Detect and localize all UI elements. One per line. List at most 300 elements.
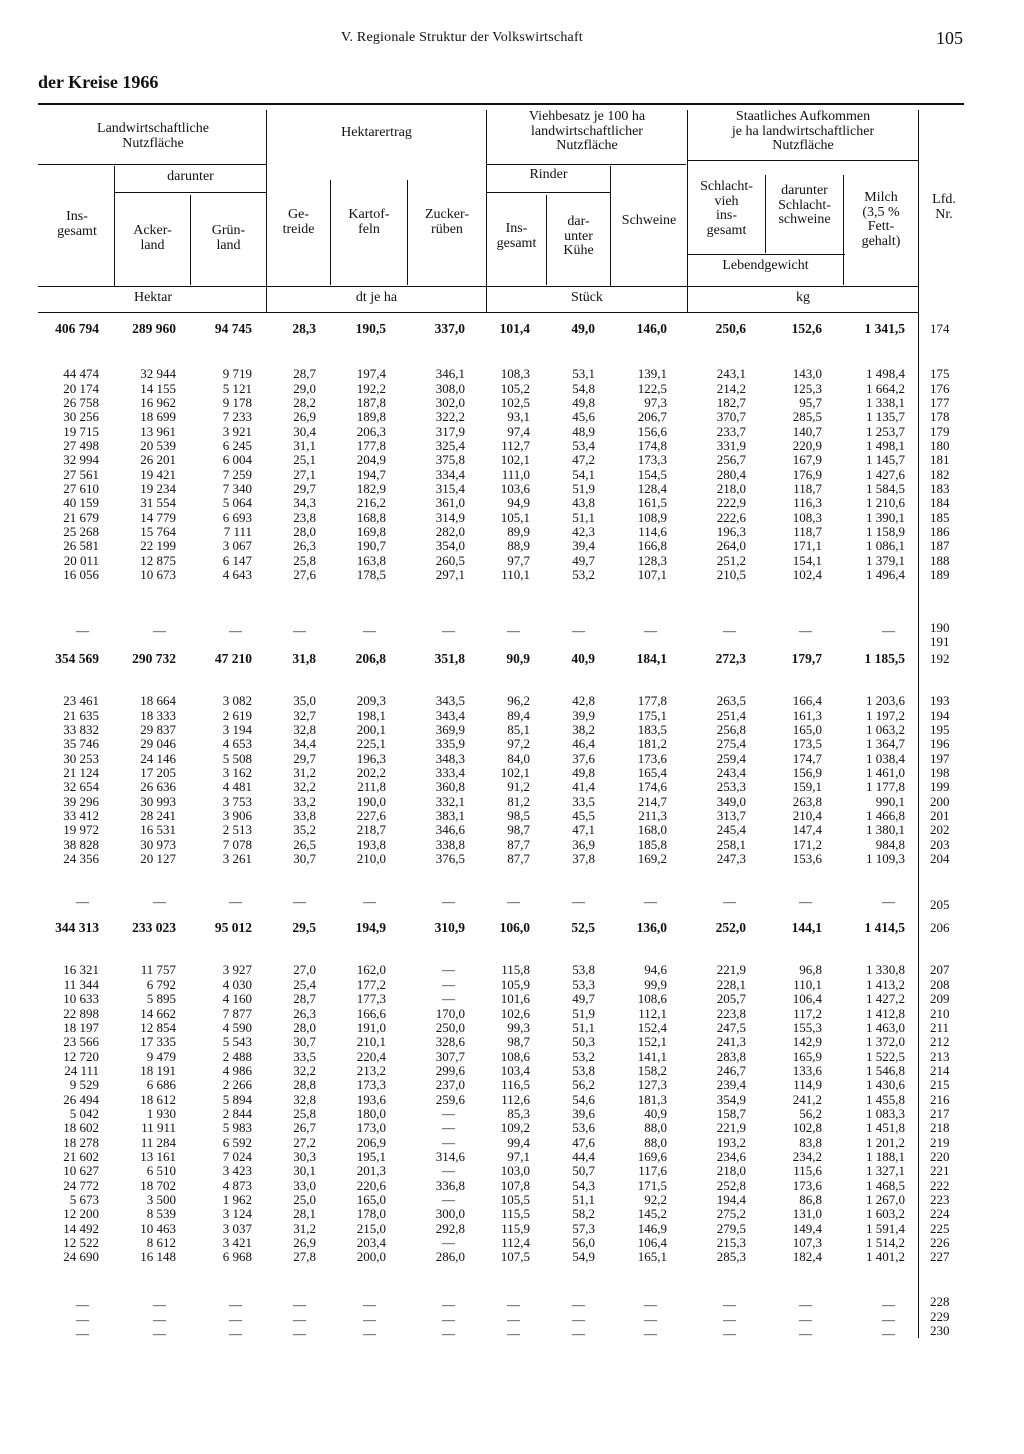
cell-lfd-nr: 226 — [930, 1235, 950, 1250]
cell-gruenland: 3 906 — [222, 808, 252, 823]
cell-milch: 1 390,1 — [866, 510, 905, 525]
cell-schlachtvieh: 259,4 — [716, 751, 746, 766]
cell-rinder-insgesamt: 102,1 — [500, 765, 530, 780]
cell-kuehe: 53,6 — [572, 1120, 595, 1135]
header-schlachtschweine: darunter Schlacht- schweine — [778, 183, 831, 227]
cell-schlachtvieh: 233,7 — [716, 424, 746, 439]
cell-ackerland: 6 510 — [146, 1163, 176, 1178]
cell-gruenland: — — [229, 623, 242, 638]
cell-schlachtvieh: 275,4 — [716, 736, 746, 751]
cell-milch: — — [882, 1297, 895, 1312]
cell-lnf-insgesamt: 40 159 — [63, 495, 99, 510]
header-darunter: darunter — [167, 169, 214, 184]
cell-getreide: 35,2 — [293, 822, 316, 837]
cell-kuehe: 50,3 — [572, 1034, 595, 1049]
cell-lfd-nr: 194 — [930, 708, 950, 723]
cell-gruenland: 7 024 — [222, 1149, 252, 1164]
cell-zuckerrueben: 308,0 — [435, 381, 465, 396]
cell-ackerland: 233 023 — [132, 920, 176, 935]
cell-lnf-insgesamt: 23 566 — [63, 1034, 99, 1049]
cell-lfd-nr: 183 — [930, 481, 950, 496]
cell-lfd-nr: 224 — [930, 1206, 950, 1221]
cell-schlachtschweine: 154,1 — [792, 553, 822, 568]
cell-zuckerrueben: — — [442, 1326, 455, 1341]
cell-schweine: 107,1 — [637, 567, 667, 582]
cell-kartoffeln: 195,1 — [356, 1149, 386, 1164]
cell-kuehe: 38,2 — [572, 722, 595, 737]
cell-schweine: 146,0 — [636, 321, 667, 336]
cell-schlachtvieh: 250,6 — [715, 321, 746, 336]
cell-ackerland: 8 612 — [146, 1235, 176, 1250]
cell-schlachtvieh: 331,9 — [716, 438, 746, 453]
cell-zuckerrueben: 343,5 — [435, 693, 465, 708]
cell-schlachtvieh: 252,0 — [715, 920, 746, 935]
cell-gruenland: 4 160 — [222, 991, 252, 1006]
cell-kuehe: 49,8 — [572, 395, 595, 410]
cell-milch: 1 145,7 — [866, 452, 905, 467]
cell-rinder-insgesamt: 97,7 — [507, 553, 530, 568]
cell-gruenland: 1 962 — [222, 1192, 252, 1207]
cell-schlachtvieh: — — [723, 623, 736, 638]
cell-schlachtvieh: 280,4 — [716, 467, 746, 482]
cell-getreide: — — [293, 1326, 306, 1341]
cell-zuckerrueben: 369,9 — [435, 722, 465, 737]
cell-zuckerrueben: — — [442, 894, 455, 909]
cell-schlachtvieh: 218,0 — [716, 1163, 746, 1178]
cell-kartoffeln: 220,4 — [356, 1049, 386, 1064]
cell-ackerland: 16 962 — [140, 395, 176, 410]
header-lfd-nr: Lfd. Nr. — [932, 192, 956, 222]
cell-lnf-insgesamt: 19 972 — [63, 822, 99, 837]
cell-lnf-insgesamt: 18 197 — [63, 1020, 99, 1035]
cell-schlachtschweine: — — [799, 1326, 812, 1341]
unit-stueck: Stück — [571, 290, 603, 305]
cell-kuehe: 56,2 — [572, 1077, 595, 1092]
cell-lfd-nr: 181 — [930, 452, 950, 467]
cell-rinder-insgesamt: 116,5 — [501, 1077, 530, 1092]
cell-schlachtschweine: 176,9 — [792, 467, 822, 482]
cell-kartoffeln: 173,3 — [356, 1077, 386, 1092]
cell-schweine: — — [644, 623, 657, 638]
cell-rinder-insgesamt: 110,1 — [501, 567, 530, 582]
cell-schweine: 175,1 — [637, 708, 667, 723]
cell-lfd-nr: 205 — [930, 897, 950, 912]
cell-ackerland: — — [153, 1312, 166, 1327]
cell-ackerland: 13 961 — [140, 424, 176, 439]
cell-gruenland: 2 844 — [222, 1106, 252, 1121]
cell-schweine: 108,6 — [637, 991, 667, 1006]
cell-kartoffeln: 194,7 — [356, 467, 386, 482]
cell-lfd-nr: 208 — [930, 977, 950, 992]
cell-schweine: — — [644, 1326, 657, 1341]
cell-rinder-insgesamt: 98,7 — [507, 822, 530, 837]
cell-schlachtschweine: 173,6 — [792, 1178, 822, 1193]
cell-milch: 1 330,8 — [866, 962, 905, 977]
cell-schweine: 99,9 — [644, 977, 667, 992]
cell-milch: 1 430,6 — [866, 1077, 905, 1092]
cell-lfd-nr: 220 — [930, 1149, 950, 1164]
cell-schlachtvieh: 215,3 — [716, 1235, 746, 1250]
cell-lfd-nr: 202 — [930, 822, 950, 837]
cell-getreide: 31,2 — [293, 765, 316, 780]
cell-milch: 1 201,2 — [866, 1135, 905, 1150]
cell-schlachtvieh: — — [723, 1312, 736, 1327]
cell-schlachtschweine: 174,7 — [792, 751, 822, 766]
cell-schweine: 106,4 — [637, 1235, 667, 1250]
cell-rinder-insgesamt: 103,4 — [500, 1063, 530, 1078]
cell-getreide: 28,7 — [293, 366, 316, 381]
cell-ackerland: 18 191 — [140, 1063, 176, 1078]
cell-schlachtschweine: 144,1 — [791, 920, 822, 935]
cell-gruenland: 7 111 — [223, 524, 252, 539]
cell-rinder-insgesamt: — — [507, 623, 520, 638]
cell-kuehe: 36,9 — [572, 837, 595, 852]
cell-zuckerrueben: — — [442, 1312, 455, 1327]
cell-schlachtschweine: 102,8 — [792, 1120, 822, 1135]
cell-getreide: 32,8 — [293, 1092, 316, 1107]
cell-zuckerrueben: 328,6 — [435, 1034, 465, 1049]
cell-schlachtschweine: 140,7 — [792, 424, 822, 439]
cell-schlachtschweine: 263,8 — [792, 794, 822, 809]
cell-kuehe: 49,0 — [571, 321, 595, 336]
cell-gruenland: 95 012 — [214, 920, 252, 935]
cell-rinder-insgesamt: 111,0 — [501, 467, 530, 482]
cell-milch: 1 496,4 — [866, 567, 905, 582]
cell-lfd-nr: 211 — [930, 1020, 950, 1035]
cell-ackerland: 28 241 — [140, 808, 176, 823]
cell-getreide: 28,7 — [293, 991, 316, 1006]
cell-milch: 1 083,3 — [866, 1106, 905, 1121]
cell-kuehe: 49,7 — [572, 991, 595, 1006]
cell-lnf-insgesamt: 30 256 — [63, 409, 99, 424]
cell-schlachtschweine: 159,1 — [792, 779, 822, 794]
cell-zuckerrueben: — — [442, 1297, 455, 1312]
cell-lfd-nr: 184 — [930, 495, 950, 510]
cell-kartoffeln: 213,2 — [356, 1063, 386, 1078]
cell-schweine: 88,0 — [644, 1120, 667, 1135]
cell-ackerland: 16 148 — [140, 1249, 176, 1264]
cell-getreide: 34,4 — [293, 736, 316, 751]
cell-rinder-insgesamt: — — [507, 1297, 520, 1312]
cell-schlachtvieh: 247,3 — [716, 851, 746, 866]
cell-schweine: 97,3 — [644, 395, 667, 410]
cell-kuehe: 47,2 — [572, 452, 595, 467]
cell-ackerland: 29 837 — [140, 722, 176, 737]
header-hektarertrag: Hektarertrag — [341, 125, 412, 140]
header-gruenland: Grün- land — [211, 223, 246, 253]
cell-rinder-insgesamt: — — [507, 1312, 520, 1327]
cell-kartoffeln: 225,1 — [356, 736, 386, 751]
cell-schlachtschweine: 156,9 — [792, 765, 822, 780]
cell-kuehe: — — [572, 623, 585, 638]
cell-milch: 1 203,6 — [866, 693, 905, 708]
cell-kartoffeln: 191,0 — [356, 1020, 386, 1035]
header-milch: Milch (3,5 % Fett- gehalt) — [861, 190, 901, 249]
cell-lnf-insgesamt: 12 720 — [63, 1049, 99, 1064]
cell-ackerland: 17 335 — [140, 1034, 176, 1049]
cell-getreide: 29,7 — [293, 751, 316, 766]
cell-getreide: 26,5 — [293, 837, 316, 852]
cell-milch: 1 063,2 — [866, 722, 905, 737]
cell-rinder-insgesamt: 97,2 — [507, 736, 530, 751]
cell-schlachtschweine: 142,9 — [792, 1034, 822, 1049]
cell-gruenland: 9 178 — [222, 395, 252, 410]
cell-rinder-insgesamt: 105,2 — [500, 381, 530, 396]
cell-rinder-insgesamt: 115,8 — [501, 962, 530, 977]
cell-lnf-insgesamt: 32 994 — [63, 452, 99, 467]
cell-milch: 1 451,8 — [866, 1120, 905, 1135]
cell-milch: 1 412,8 — [866, 1006, 905, 1021]
cell-getreide: 30,3 — [293, 1149, 316, 1164]
cell-ackerland: — — [153, 894, 166, 909]
cell-gruenland: — — [229, 1312, 242, 1327]
cell-kuehe: 57,3 — [572, 1221, 595, 1236]
cell-schlachtvieh: 221,9 — [716, 962, 746, 977]
rule-top — [38, 103, 964, 105]
cell-schlachtschweine: 171,2 — [792, 837, 822, 852]
cell-kuehe: 52,5 — [571, 920, 595, 935]
cell-schlachtschweine: 133,6 — [792, 1063, 822, 1078]
rule-lnf — [38, 164, 266, 165]
cell-lnf-insgesamt: 33 412 — [63, 808, 99, 823]
cell-zuckerrueben: 334,4 — [435, 467, 465, 482]
cell-kartoffeln: — — [363, 894, 376, 909]
cell-schweine: 206,7 — [637, 409, 667, 424]
cell-schweine: 112,1 — [638, 1006, 667, 1021]
cell-rinder-insgesamt: 89,9 — [507, 524, 530, 539]
vrule-4 — [918, 110, 919, 313]
cell-milch: 1 253,7 — [866, 424, 905, 439]
cell-ackerland: 14 662 — [140, 1006, 176, 1021]
cell-schweine: 127,3 — [637, 1077, 667, 1092]
cell-schlachtvieh: 222,9 — [716, 495, 746, 510]
cell-schlachtvieh: 218,0 — [716, 481, 746, 496]
cell-ackerland: 3 500 — [146, 1192, 176, 1207]
cell-kartoffeln: 165,0 — [356, 1192, 386, 1207]
cell-gruenland: 4 653 — [222, 736, 252, 751]
cell-kartoffeln: — — [363, 1312, 376, 1327]
cell-zuckerrueben: 337,0 — [434, 321, 465, 336]
cell-lfd-nr: 192 — [930, 651, 950, 666]
cell-schweine: 214,7 — [637, 794, 667, 809]
cell-ackerland: 6 686 — [146, 1077, 176, 1092]
cell-kuehe: 49,8 — [572, 765, 595, 780]
cell-rinder-insgesamt: 97,4 — [507, 424, 530, 439]
cell-kuehe: 42,3 — [572, 524, 595, 539]
cell-zuckerrueben: 343,4 — [435, 708, 465, 723]
cell-schweine: 152,1 — [637, 1034, 667, 1049]
cell-getreide: 29,7 — [293, 481, 316, 496]
cell-kuehe: 53,2 — [572, 567, 595, 582]
cell-gruenland: 3 124 — [222, 1206, 252, 1221]
unit-kg: kg — [796, 290, 810, 305]
cell-schlachtschweine: — — [799, 1312, 812, 1327]
cell-rinder-insgesamt: 91,2 — [507, 779, 530, 794]
cell-zuckerrueben: 259,6 — [435, 1092, 465, 1107]
cell-schlachtschweine: 147,4 — [792, 822, 822, 837]
cell-zuckerrueben: — — [442, 991, 455, 1006]
cell-schweine: 183,5 — [637, 722, 667, 737]
cell-lnf-insgesamt: 24 111 — [64, 1063, 99, 1078]
cell-getreide: 27,2 — [293, 1135, 316, 1150]
cell-schlachtschweine: — — [799, 1297, 812, 1312]
cell-gruenland: 47 210 — [214, 651, 252, 666]
cell-schweine: 108,9 — [637, 510, 667, 525]
cell-kuehe: 39,4 — [572, 538, 595, 553]
cell-rinder-insgesamt: 101,6 — [500, 991, 530, 1006]
cell-lfd-nr: 201 — [930, 808, 950, 823]
cell-schweine: 156,6 — [637, 424, 667, 439]
header-schweine: Schweine — [621, 213, 677, 228]
cell-getreide: 26,7 — [293, 1120, 316, 1135]
cell-gruenland: 5 983 — [222, 1120, 252, 1135]
cell-lnf-insgesamt: 18 278 — [63, 1135, 99, 1150]
cell-lfd-nr: 196 — [930, 736, 950, 751]
cell-schlachtschweine: 161,3 — [792, 708, 822, 723]
cell-schweine: 211,3 — [638, 808, 667, 823]
cell-schlachtvieh: 234,6 — [716, 1149, 746, 1164]
cell-lfd-nr: 203 — [930, 837, 950, 852]
cell-milch: 1 455,8 — [866, 1092, 905, 1107]
cell-kuehe: 50,7 — [572, 1163, 595, 1178]
cell-getreide: 33,5 — [293, 1049, 316, 1064]
cell-lnf-insgesamt: 21 124 — [63, 765, 99, 780]
cell-kartoffeln: 206,8 — [355, 651, 386, 666]
cell-kartoffeln: 206,3 — [356, 424, 386, 439]
cell-getreide: 32,2 — [293, 1063, 316, 1078]
cell-ackerland: 290 732 — [132, 651, 176, 666]
cell-kartoffeln: 200,1 — [356, 722, 386, 737]
cell-lfd-nr: 212 — [930, 1034, 950, 1049]
cell-zuckerrueben: 376,5 — [435, 851, 465, 866]
cell-gruenland: 3 423 — [222, 1163, 252, 1178]
cell-kuehe: 53,2 — [572, 1049, 595, 1064]
cell-schlachtschweine: 115,6 — [793, 1163, 822, 1178]
cell-kartoffeln: 178,5 — [356, 567, 386, 582]
cell-ackerland: 8 539 — [146, 1206, 176, 1221]
cell-schlachtschweine: — — [799, 894, 812, 909]
cell-kartoffeln: 196,3 — [356, 751, 386, 766]
cell-lnf-insgesamt: — — [76, 1326, 89, 1341]
cell-lfd-nr: 186 — [930, 524, 950, 539]
cell-milch: 1 380,1 — [866, 822, 905, 837]
cell-lnf-insgesamt: 24 690 — [63, 1249, 99, 1264]
cell-kuehe: 37,8 — [572, 851, 595, 866]
cell-gruenland: 4 481 — [222, 779, 252, 794]
cell-schlachtschweine: 108,3 — [792, 510, 822, 525]
cell-lfd-nr: 223 — [930, 1192, 950, 1207]
cell-schlachtvieh: 256,7 — [716, 452, 746, 467]
cell-getreide: 31,1 — [293, 438, 316, 453]
cell-milch: 1 188,1 — [866, 1149, 905, 1164]
cell-milch: 1 135,7 — [866, 409, 905, 424]
cell-schlachtvieh: 228,1 — [716, 977, 746, 992]
cell-schlachtvieh: 263,5 — [716, 693, 746, 708]
cell-kuehe: — — [572, 1312, 585, 1327]
cell-schlachtvieh: 158,7 — [716, 1106, 746, 1121]
cell-rinder-insgesamt: 112,4 — [501, 1235, 530, 1250]
cell-gruenland: 3 082 — [222, 693, 252, 708]
cell-kuehe: 45,5 — [572, 808, 595, 823]
cell-lnf-insgesamt: 406 794 — [55, 321, 99, 336]
cell-lfd-nr: 199 — [930, 779, 950, 794]
cell-lfd-nr: 214 — [930, 1063, 950, 1078]
cell-zuckerrueben: 317,9 — [435, 424, 465, 439]
cell-lnf-insgesamt: 354 569 — [55, 651, 99, 666]
cell-schweine: 117,6 — [638, 1163, 667, 1178]
cell-rinder-insgesamt: 105,1 — [500, 510, 530, 525]
cell-lfd-nr: 188 — [930, 553, 950, 568]
cell-ackerland: 12 875 — [140, 553, 176, 568]
cell-getreide: 23,8 — [293, 510, 316, 525]
cell-lnf-insgesamt: 16 056 — [63, 567, 99, 582]
header-aufkommen: Staatliches Aufkommen je ha landwirtschaftlicher Nutzfläche — [731, 109, 875, 153]
cell-rinder-insgesamt: 115,9 — [501, 1221, 530, 1236]
cell-gruenland: 9 719 — [222, 366, 252, 381]
cell-kuehe: 54,8 — [572, 381, 595, 396]
cell-lfd-nr: 216 — [930, 1092, 950, 1107]
header-rinder: Rinder — [529, 167, 568, 182]
cell-zuckerrueben: 315,4 — [435, 481, 465, 496]
cell-schlachtschweine: 153,6 — [792, 851, 822, 866]
cell-ackerland: — — [153, 623, 166, 638]
cell-schlachtschweine: 167,9 — [792, 452, 822, 467]
cell-milch: 1 185,5 — [864, 651, 905, 666]
cell-lfd-nr: 195 — [930, 722, 950, 737]
cell-zuckerrueben: 325,4 — [435, 438, 465, 453]
cell-schlachtschweine: 210,4 — [792, 808, 822, 823]
cell-milch: 1 267,0 — [866, 1192, 905, 1207]
cell-gruenland: 2 619 — [222, 708, 252, 723]
cell-gruenland: 7 078 — [222, 837, 252, 852]
cell-ackerland: 11 284 — [140, 1135, 176, 1150]
cell-schlachtvieh: 214,2 — [716, 381, 746, 396]
cell-milch: 1 466,8 — [866, 808, 905, 823]
cell-schweine: — — [644, 1297, 657, 1312]
cell-kuehe: 39,9 — [572, 708, 595, 723]
cell-schweine: 168,0 — [637, 822, 667, 837]
cell-getreide: 32,2 — [293, 779, 316, 794]
cell-milch: — — [882, 1326, 895, 1341]
cell-rinder-insgesamt: 99,4 — [507, 1135, 530, 1150]
cell-zuckerrueben: 286,0 — [435, 1249, 465, 1264]
cell-schlachtschweine: 182,4 — [792, 1249, 822, 1264]
cell-getreide: 29,5 — [292, 920, 316, 935]
cell-zuckerrueben: 354,0 — [435, 538, 465, 553]
cell-schlachtschweine: 143,0 — [792, 366, 822, 381]
cell-milch: 1 468,5 — [866, 1178, 905, 1193]
cell-rinder-insgesamt: 81,2 — [507, 794, 530, 809]
cell-lfd-nr: 209 — [930, 991, 950, 1006]
cell-schweine: 158,2 — [637, 1063, 667, 1078]
cell-zuckerrueben: 348,3 — [435, 751, 465, 766]
cell-schweine: 114,6 — [638, 524, 667, 539]
cell-getreide: 31,8 — [292, 651, 316, 666]
cell-ackerland: 26 636 — [140, 779, 176, 794]
cell-getreide: 34,3 — [293, 495, 316, 510]
cell-getreide: 26,3 — [293, 538, 316, 553]
cell-gruenland: — — [229, 894, 242, 909]
cell-lfd-nr: 187 — [930, 538, 950, 553]
cell-lfd-nr: 176 — [930, 381, 950, 396]
cell-ackerland: 11 757 — [140, 962, 176, 977]
cell-schweine: — — [644, 894, 657, 909]
cell-kartoffeln: 193,8 — [356, 837, 386, 852]
cell-schlachtvieh: 264,0 — [716, 538, 746, 553]
cell-getreide: 30,4 — [293, 424, 316, 439]
cell-kartoffeln: 197,4 — [356, 366, 386, 381]
cell-ackerland: 26 201 — [140, 452, 176, 467]
